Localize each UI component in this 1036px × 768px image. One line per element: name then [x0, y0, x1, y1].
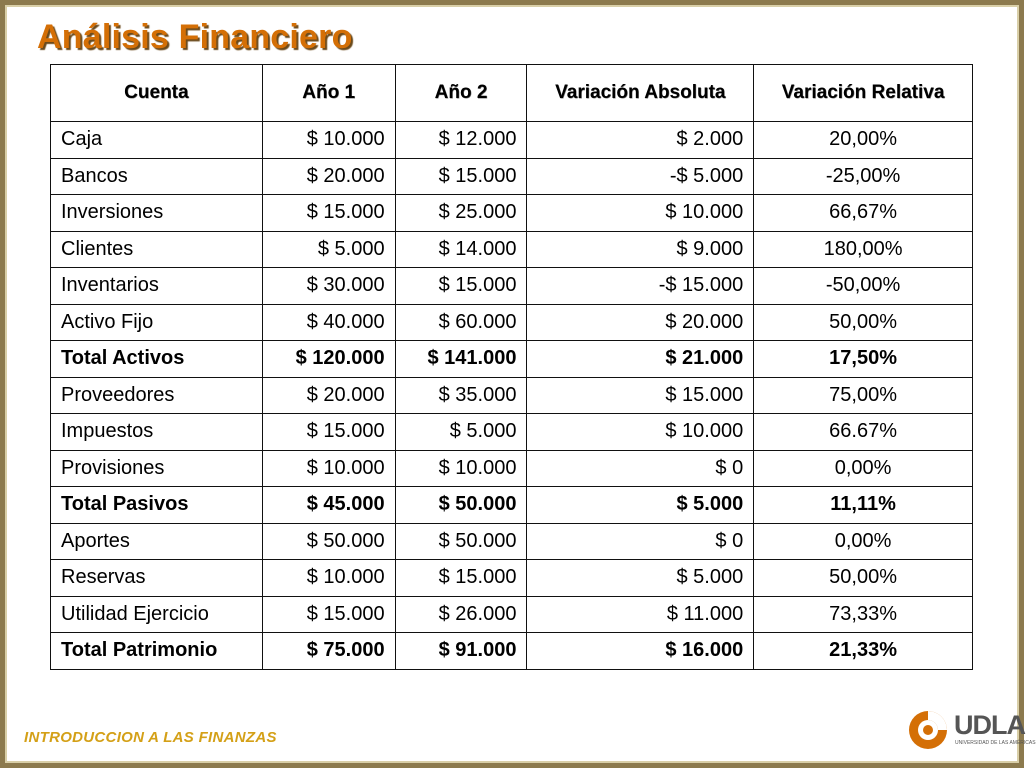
- cell-ano-1: $ 10.000: [262, 560, 395, 597]
- footer-course-title: INTRODUCCION A LAS FINANZAS: [24, 729, 277, 746]
- cell-cuenta: Aportes: [51, 523, 263, 560]
- cell-cuenta: Caja: [51, 122, 263, 159]
- cell-cuenta: Total Activos: [51, 341, 263, 378]
- cell-ano-1: $ 20.000: [262, 377, 395, 414]
- cell-cuenta: Activo Fijo: [51, 304, 263, 341]
- cell-ano-1: $ 40.000: [262, 304, 395, 341]
- cell-variacion-relativa: 50,00%: [754, 304, 973, 341]
- cell-cuenta: Proveedores: [51, 377, 263, 414]
- table-total-row: [51, 487, 973, 524]
- cell-variacion-absoluta: $ 0: [527, 523, 754, 560]
- cell-ano-1: $ 15.000: [262, 596, 395, 633]
- cell-ano-1: $ 120.000: [262, 341, 395, 378]
- cell-variacion-absoluta: $ 2.000: [527, 122, 754, 159]
- cell-variacion-relativa: 0,00%: [754, 450, 973, 487]
- cell-cuenta: Inventarios: [51, 268, 263, 305]
- cell-ano-2: $ 50.000: [395, 523, 527, 560]
- cell-ano-1: $ 15.000: [262, 414, 395, 451]
- cell-variacion-relativa: 20,00%: [754, 122, 973, 159]
- table-body: [51, 122, 973, 670]
- cell-ano-2: $ 15.000: [395, 560, 527, 597]
- cell-ano-2: $ 141.000: [395, 341, 527, 378]
- table-row: [51, 377, 973, 414]
- header-cuenta: Cuenta: [51, 65, 263, 122]
- table-row: [51, 195, 973, 232]
- table-row: [51, 158, 973, 195]
- cell-variacion-absoluta: $ 21.000: [527, 341, 754, 378]
- header-ano-1: Año 1: [262, 65, 395, 122]
- cell-cuenta: Utilidad Ejercicio: [51, 596, 263, 633]
- cell-variacion-absoluta: $ 9.000: [527, 231, 754, 268]
- header-variacion-absoluta: Variación Absoluta: [527, 65, 754, 122]
- udla-logo: [906, 706, 1036, 756]
- table-row: [51, 122, 973, 159]
- cell-variacion-absoluta: $ 10.000: [527, 414, 754, 451]
- cell-ano-1: $ 30.000: [262, 268, 395, 305]
- cell-variacion-relativa: 0,00%: [754, 523, 973, 560]
- cell-ano-2: $ 25.000: [395, 195, 527, 232]
- cell-variacion-relativa: 11,11%: [754, 487, 973, 524]
- cell-variacion-absoluta: -$ 5.000: [527, 158, 754, 195]
- cell-ano-2: $ 50.000: [395, 487, 527, 524]
- cell-variacion-absoluta: $ 20.000: [527, 304, 754, 341]
- cell-ano-2: $ 5.000: [395, 414, 527, 451]
- cell-ano-2: $ 15.000: [395, 268, 527, 305]
- table-row: [51, 231, 973, 268]
- cell-ano-1: $ 75.000: [262, 633, 395, 670]
- cell-variacion-relativa: 75,00%: [754, 377, 973, 414]
- cell-ano-1: $ 15.000: [262, 195, 395, 232]
- cell-variacion-absoluta: -$ 15.000: [527, 268, 754, 305]
- cell-ano-2: $ 10.000: [395, 450, 527, 487]
- cell-cuenta: Total Patrimonio: [51, 633, 263, 670]
- cell-variacion-relativa: 66,67%: [754, 195, 973, 232]
- table-total-row: [51, 633, 973, 670]
- cell-cuenta: Inversiones: [51, 195, 263, 232]
- cell-variacion-relativa: 180,00%: [754, 231, 973, 268]
- cell-cuenta: Total Pasivos: [51, 487, 263, 524]
- cell-ano-2: $ 12.000: [395, 122, 527, 159]
- cell-variacion-absoluta: $ 0: [527, 450, 754, 487]
- cell-cuenta: Clientes: [51, 231, 263, 268]
- cell-ano-2: $ 35.000: [395, 377, 527, 414]
- page-title: Análisis Financiero: [37, 18, 353, 56]
- cell-variacion-relativa: 73,33%: [754, 596, 973, 633]
- cell-variacion-relativa: -50,00%: [754, 268, 973, 305]
- cell-ano-2: $ 60.000: [395, 304, 527, 341]
- financial-analysis-table: [50, 64, 973, 670]
- cell-ano-1: $ 5.000: [262, 231, 395, 268]
- table-row: [51, 414, 973, 451]
- cell-cuenta: Impuestos: [51, 414, 263, 451]
- table-row: [51, 304, 973, 341]
- table-row: [51, 596, 973, 633]
- cell-variacion-relativa: 21,33%: [754, 633, 973, 670]
- logo-subtitle: UNIVERSIDAD DE LAS AMÉRICAS: [955, 740, 1036, 746]
- table-header-row: [51, 65, 973, 122]
- cell-ano-2: $ 26.000: [395, 596, 527, 633]
- cell-variacion-relativa: 17,50%: [754, 341, 973, 378]
- cell-ano-2: $ 14.000: [395, 231, 527, 268]
- table-row: [51, 560, 973, 597]
- table-total-row: [51, 341, 973, 378]
- cell-ano-1: $ 10.000: [262, 122, 395, 159]
- cell-variacion-relativa: 66.67%: [754, 414, 973, 451]
- cell-ano-2: $ 15.000: [395, 158, 527, 195]
- cell-ano-1: $ 20.000: [262, 158, 395, 195]
- cell-variacion-absoluta: $ 15.000: [527, 377, 754, 414]
- cell-variacion-absoluta: $ 5.000: [527, 487, 754, 524]
- header-variacion-relativa: Variación Relativa: [754, 65, 973, 122]
- cell-variacion-absoluta: $ 11.000: [527, 596, 754, 633]
- udla-circle-mark-icon: [906, 708, 950, 752]
- cell-variacion-absoluta: $ 10.000: [527, 195, 754, 232]
- cell-variacion-relativa: -25,00%: [754, 158, 973, 195]
- cell-variacion-absoluta: $ 16.000: [527, 633, 754, 670]
- cell-cuenta: Reservas: [51, 560, 263, 597]
- cell-ano-1: $ 45.000: [262, 487, 395, 524]
- cell-ano-1: $ 50.000: [262, 523, 395, 560]
- cell-cuenta: Provisiones: [51, 450, 263, 487]
- header-ano-2: Año 2: [395, 65, 527, 122]
- table-row: [51, 268, 973, 305]
- cell-ano-1: $ 10.000: [262, 450, 395, 487]
- logo-wordmark: UDLA: [954, 710, 1025, 740]
- table-row: [51, 523, 973, 560]
- cell-variacion-absoluta: $ 5.000: [527, 560, 754, 597]
- cell-ano-2: $ 91.000: [395, 633, 527, 670]
- cell-cuenta: Bancos: [51, 158, 263, 195]
- cell-variacion-relativa: 50,00%: [754, 560, 973, 597]
- table-row: [51, 450, 973, 487]
